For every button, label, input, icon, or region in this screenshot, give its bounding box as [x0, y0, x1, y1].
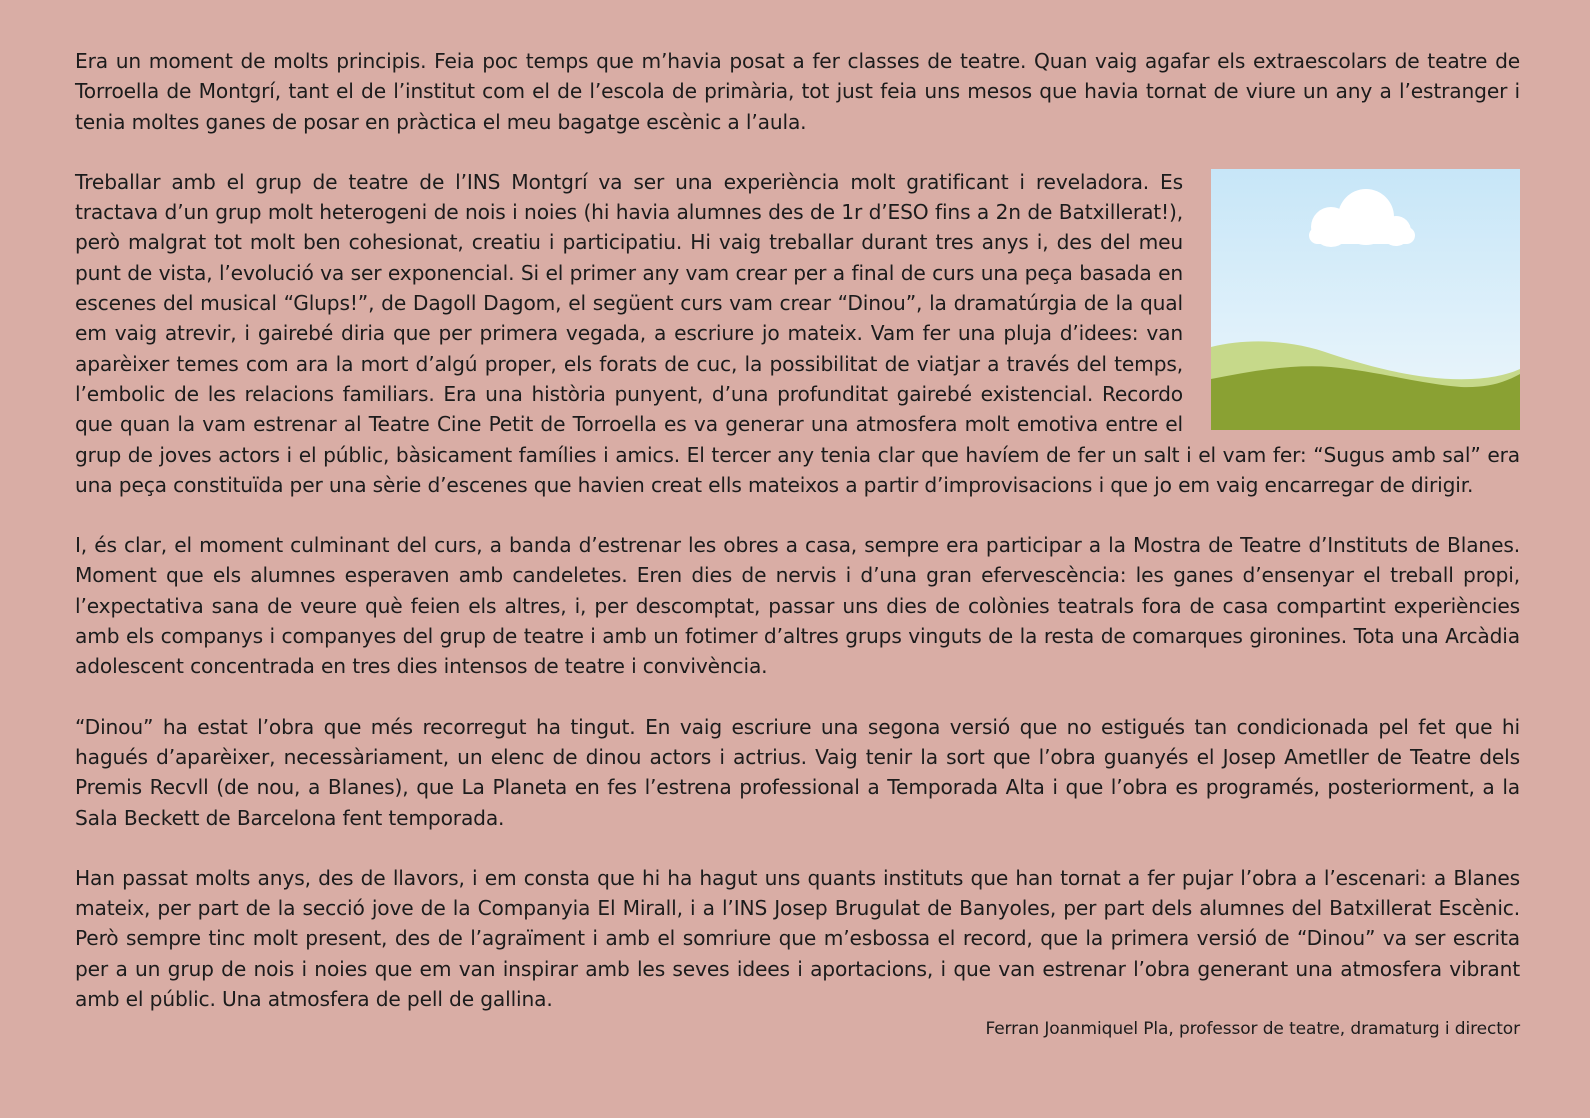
author-signature: Ferran Joanmiquel Pla, professor de teatre, dramaturg i director [985, 1019, 1520, 1040]
landscape-image-placeholder-icon [1211, 169, 1520, 430]
paragraph-3: I, és clar, el moment culminant del curs, a banda d’estrenar les obres a casa, sempre era participar a la Mostra de Teatre d’Instituts de Blanes. Moment que els alumnes esperaven amb candeletes. Eren dies de nervis i d’una gran efervescència: les ganes d’ensenyar el treball propi, l’expectativa sana de veure què feien els altres, i, per descomptat, passar uns dies de colònies teatrals fora de casa compartint experiències amb els companys i companyes del grup de teatre i amb un fotimer d’altres grups vinguts de la resta de comarques gironines. Tota una Arcàdia adolescent concentrada en tres dies intensos de teatre i convivència. [75, 533, 1520, 679]
paragraph-2-text: Treballar amb el grup de teatre de l’INS Montgrí va ser una experiència molt gratificant i reveladora. Es tractava d’un grup molt heterogeni de nois i noies (hi havia alumnes des de 1r d’ESO fins a 2n de Batxillerat!), però malgrat tot molt ben cohesionat, creatiu i participatiu. Hi vaig treballar durant tres anys i, des del meu punt de vista, l’evolució va ser exponencial. Si el primer any vam crear per a final de curs una peça basada en escenes del musical “Glups!”, de Dagoll Dagom, el següent curs vam crear “Dinou”, la dramatúrgia de la qual em vaig atrevir, i gairebé diria que per primera vegada, a escriure jo mateix. Vam fer una pluja d’idees: van aparèixer temes com ara la mort d’algú proper, els forats de cuc, la possibilitat de viatjar a través del temps, l’embolic de les relacions familiars. Era una història punyent, d’una profunditat gairebé existencial. Recordo que quan la vam estrenar al Teatre Cine Petit de Torroella es va generar una atmosfera molt emotiva entre el grup de joves actors i el públic, bàsicament famílies i amics. El tercer any tenia clar que havíem de fer un salt i el vam fer: “Sugus amb sal” era una peça constituïda per una sèrie d’escenes que havien creat ells mateixos a partir d’improvisacions i que jo em vaig encarregar de dirigir. [75, 169, 1520, 497]
paragraph-4: “Dinou” ha estat l’obra que més recorregut ha tingut. En vaig escriure una segona versió que no estigués tan condicionada pel fet que hi hagués d’aparèixer, necessàriament, un elenc de dinou actors i actrius. Vaig tenir la sort que l’obra guanyés el Josep Ametller de Teatre dels Premis Recvll (de nou, a Blanes), que La Planeta en fes l’estrena professional a Temporada Alta i que l’obra es programés, posteriorment, a la Sala Beckett de Barcelona fent temporada. [75, 714, 1520, 830]
paragraph-5: Han passat molts anys, des de llavors, i em consta que hi ha hagut uns quants instituts que han tornat a fer pujar l’obra a l’escenari: a Blanes mateix, per part de la secció jove de la Companyia El Mirall, i a l’INS Josep Brugulat de Banyoles, per part dels alumnes del Batxillerat Escènic. Però sempre tinc molt present, des de l’agraïment i amb el somriure que m’esbossa el record, que la primera versió de “Dinou” va ser escrita per a un grup de nois i noies que em van inspirar amb les seves idees i aportacions, i que van estrenar l’obra generant una atmosfera vibrant amb el públic. Una atmosfera de pell de gallina. [75, 865, 1520, 1012]
paragraph-1: Era un moment de molts principis. Feia poc temps que m’havia posat a fer classes de teatre. Quan vaig agafar els extraescolars de teatre de Torroella de Montgrí, tant el de l’institut com el de l’escola de primària, tot just feia uns mesos que havia tornat de viure un any a l’estranger i tenia moltes ganes de posar en pràctica el meu bagatge escènic a l’aula. [75, 49, 1520, 134]
paragraph-2 [75, 167, 1520, 500]
article [75, 46, 1520, 1042]
